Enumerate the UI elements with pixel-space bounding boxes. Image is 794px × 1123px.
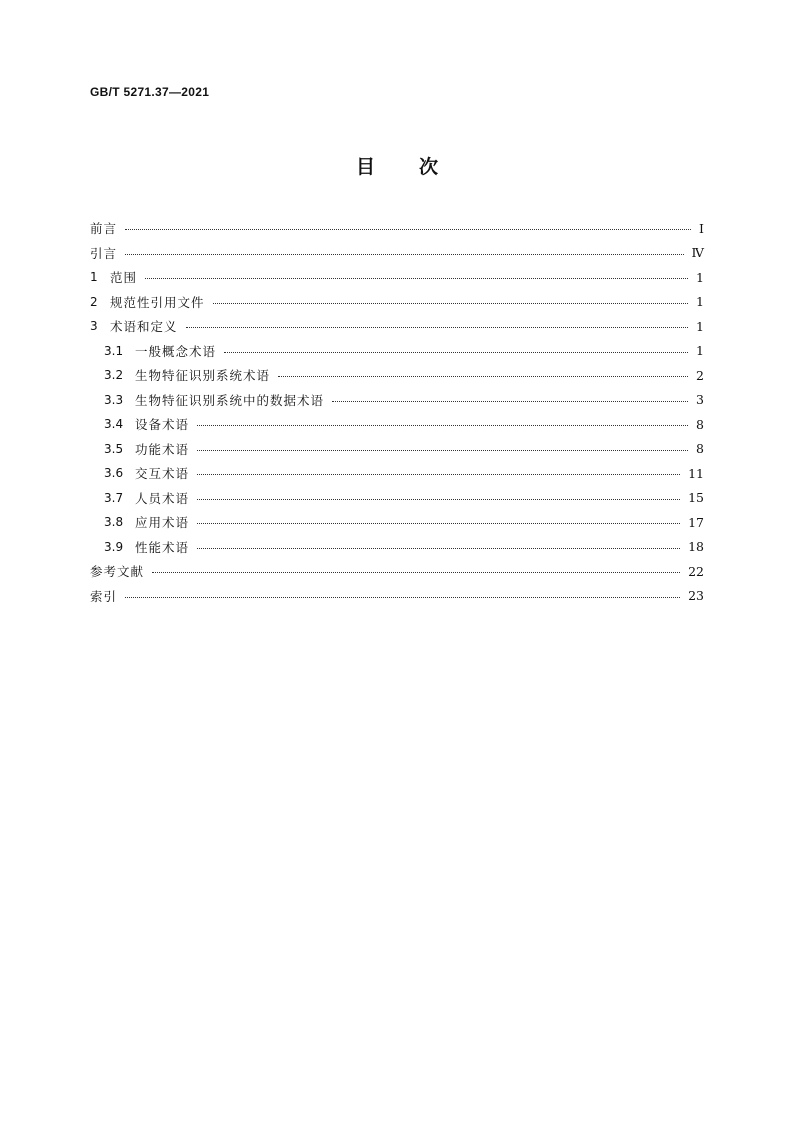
toc-entry-number: 3.8 — [104, 515, 124, 530]
toc-entry[interactable] — [90, 216, 704, 241]
toc-entry[interactable] — [90, 241, 704, 266]
toc-entry-number: 2 — [90, 294, 98, 309]
toc-entry[interactable] — [90, 437, 704, 462]
toc-entry-label: 术语和定义 — [110, 319, 178, 335]
toc-entry[interactable] — [90, 290, 704, 315]
toc-entry-label: 索引 — [90, 588, 118, 604]
toc-entry-page-number: 1 — [696, 343, 704, 359]
toc-entry-page-number: 11 — [688, 465, 704, 481]
dot-leader — [145, 277, 688, 279]
toc-entry-number: 3.1 — [104, 343, 124, 358]
toc-entry-page-number: 3 — [696, 392, 704, 408]
toc-entry[interactable] — [90, 412, 704, 437]
toc-entry-page-number: 8 — [696, 416, 704, 432]
toc-entry-page-number: 23 — [688, 588, 704, 604]
toc-entry-label: 参考文献 — [90, 564, 145, 580]
dot-leader — [278, 375, 688, 377]
toc-entry-label: 生物特征识别系统术语 — [135, 368, 271, 384]
toc-entry-label: 性能术语 — [135, 539, 190, 555]
toc-entry-page-number: 1 — [696, 294, 704, 310]
toc-entry-page-number: 18 — [688, 539, 704, 555]
toc-entry[interactable] — [90, 339, 704, 364]
toc-entry-number: 3.2 — [104, 368, 124, 383]
dot-leader — [213, 302, 689, 304]
toc-entry-number: 3.9 — [104, 539, 124, 554]
toc-entry-page-number: Ⅳ — [691, 245, 704, 261]
toc-entry-page-number: 15 — [688, 490, 704, 506]
toc-entry-page-number: 1 — [696, 318, 704, 334]
toc-entry[interactable] — [90, 461, 704, 486]
toc-entry[interactable] — [90, 535, 704, 560]
dot-leader — [197, 498, 680, 500]
toc-entry-page-number: 17 — [688, 514, 704, 530]
page-title: 目次 — [355, 156, 482, 178]
toc-entry-label: 范围 — [110, 270, 138, 286]
dot-leader — [197, 522, 680, 524]
toc-entry[interactable] — [90, 510, 704, 535]
toc-entry-page-number: 22 — [688, 563, 704, 579]
toc-entry-label: 一般概念术语 — [135, 343, 217, 359]
toc-entry-label: 规范性引用文件 — [110, 294, 205, 310]
toc-entry[interactable] — [90, 559, 704, 584]
dot-leader — [197, 547, 680, 549]
dot-leader — [224, 351, 688, 353]
toc-entry-page-number: 8 — [696, 441, 704, 457]
dot-leader — [152, 571, 680, 573]
toc-entry-label: 人员术语 — [135, 490, 190, 506]
toc-entry-label: 交互术语 — [135, 466, 190, 482]
toc-entry-number: 3.5 — [104, 441, 124, 456]
toc-entry-number: 3.4 — [104, 417, 124, 432]
toc-entry[interactable] — [90, 265, 704, 290]
dot-leader — [197, 449, 688, 451]
dot-leader — [125, 228, 691, 230]
toc-entry[interactable] — [90, 486, 704, 511]
dot-leader — [197, 473, 680, 475]
toc-entry-number: 3 — [90, 319, 98, 334]
table-of-contents — [90, 216, 704, 608]
dot-leader — [332, 400, 688, 402]
toc-entry-page-number: 1 — [696, 269, 704, 285]
toc-entry-label: 引言 — [90, 245, 118, 261]
toc-entry[interactable] — [90, 388, 704, 413]
toc-entry-label: 前言 — [90, 221, 118, 237]
toc-entry-label: 生物特征识别系统中的数据术语 — [135, 392, 325, 408]
toc-entry-label: 功能术语 — [135, 441, 190, 457]
standard-code: GB/T 5271.37—2021 — [90, 85, 210, 99]
toc-entry[interactable] — [90, 363, 704, 388]
toc-entry-number: 1 — [90, 270, 98, 285]
dot-leader — [186, 326, 689, 328]
dot-leader — [125, 596, 680, 598]
toc-entry-page-number: 2 — [696, 367, 704, 383]
dot-leader — [125, 253, 683, 255]
toc-entry[interactable] — [90, 584, 704, 609]
toc-entry-number: 3.6 — [104, 466, 124, 481]
toc-entry-page-number: Ⅰ — [699, 220, 704, 236]
toc-entry-number: 3.3 — [104, 392, 124, 407]
toc-entry-number: 3.7 — [104, 490, 124, 505]
toc-entry[interactable] — [90, 314, 704, 339]
toc-entry-label: 应用术语 — [135, 515, 190, 531]
dot-leader — [197, 424, 688, 426]
toc-entry-label: 设备术语 — [135, 417, 190, 433]
